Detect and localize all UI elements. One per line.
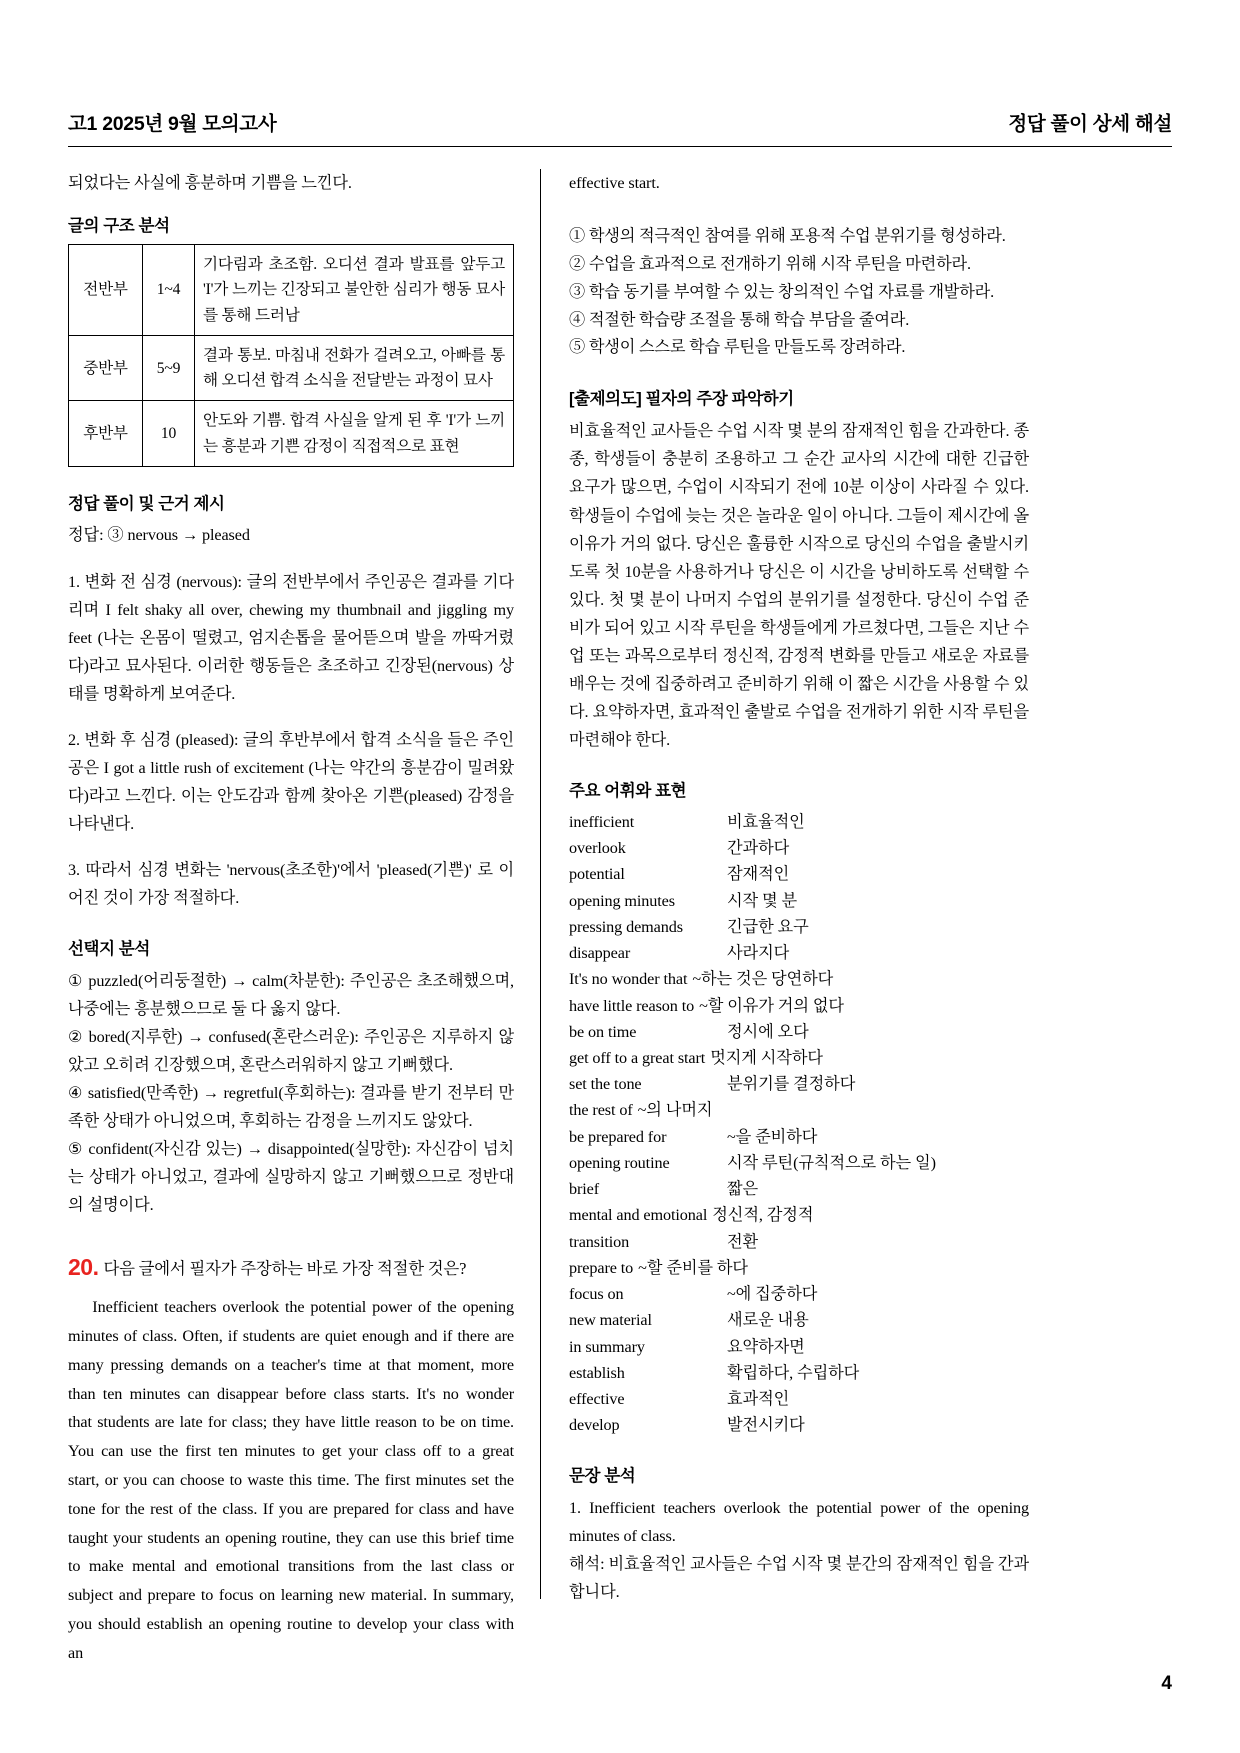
- vocab-item: [569, 861, 1029, 887]
- vocab-english: It's no wonder that: [569, 970, 688, 989]
- vocab-english: new material: [569, 1311, 652, 1330]
- structure-desc: 기다림과 초조함. 오디션 결과 발표를 앞두고 'I'가 느끼는 긴장되고 불안한 심리가 행동 묘사를 통해 드러남: [195, 245, 514, 336]
- vocab-english: in summary: [569, 1337, 645, 1356]
- vocab-item: [569, 1045, 1029, 1071]
- vocab-korean: 시작 몇 분: [727, 891, 798, 910]
- structure-part: 전반부: [69, 245, 143, 336]
- structure-desc: 결과 통보. 마침내 전화가 걸려오고, 아빠를 통해 오디션 합격 소식을 전달받는 과정이 묘사: [195, 335, 514, 401]
- header-exam-title: 고1 2025년 9월 모의고사: [68, 113, 277, 135]
- vocab-korean: 전환: [727, 1232, 759, 1251]
- vocab-item: [569, 888, 1029, 914]
- spacer: [569, 197, 1029, 223]
- vocab-korean: 요약하자면: [727, 1337, 805, 1356]
- spacer: [68, 708, 514, 726]
- table-row: [69, 335, 514, 401]
- vocab-english: have little reason to: [569, 996, 695, 1015]
- spacer: [68, 197, 514, 215]
- vocab-english: disappear: [569, 944, 631, 963]
- vocab-item: [569, 1412, 1029, 1438]
- vocab-item: [569, 1307, 1029, 1333]
- vocab-item: [569, 1176, 1029, 1202]
- right-column: [557, 169, 1029, 1606]
- vocab-english: opening minutes: [569, 891, 675, 910]
- vocab-korean: 멋지게 시작하다: [710, 1049, 823, 1067]
- vocab-list: [569, 809, 1029, 1439]
- vocab-english: prepare to: [569, 1258, 634, 1277]
- sentence-analysis-sentence: 1. Inefficient teachers overlook the potential power of the opening minutes of class.: [569, 1498, 1029, 1545]
- question-heading: [68, 1249, 514, 1286]
- explanation-point: 1. 변화 전 심경 (nervous): 글의 전반부에서 주인공은 결과를 기다리며 I felt shaky all over, chewing my thumbnail and jiggling my feet (나는 온몸이 떨렸고, 엄지손톱을 물어뜯으며 발을 까딱거렸다)라고 묘사된다. 이러한 행동들은 초조하고 긴장된(nervous) 상태를 명확하게 보여준다.: [68, 572, 514, 703]
- intent-section-body: 비효율적인 교사들은 수업 시작 몇 분의 잠재적인 힘을 간과한다. 종종, 학생들이 충분히 조용하고 그 순간 교사의 시간에 대한 긴급한 요구가 많으면, 수업이 시작되기 전에 10분 이상이 사라질 수 있다. 학생들이 수업에 늦는 것은 놀라운 일이 아니다. 그들이 제시간에 올 이유가 거의 없다. 당신은 훌륭한 시작으로 당신의 수업을 출발시키도록 첫 10분을 사용하거나 당신은 이 시간을 낭비하도록 선택할 수 있다. 첫 몇 분이 나머지 수업의 분위기를 설정한다. 당신이 수업 준비가 되어 있고 시작 루틴을 학생들에게 가르쳤다면, 그들은 지난 수업 또는 과목으로부터 정신적, 감정적 변화를 만들고 새로운 자료를 배우는 것에 집중하려고 준비하기 위해 이 짧은 시간을 사용할 수 있다. 요약하자면, 효과적인 출발로 수업을 전개하기 위한 시작 루틴을 마련해야 한다.: [569, 422, 1029, 749]
- sentence-analysis-translation: 해석: 비효율적인 교사들은 수업 시작 몇 분간의 잠재적인 힘을 간과합니다.: [569, 1554, 1029, 1601]
- explanation-point: 2. 변화 후 심경 (pleased): 글의 후반부에서 합격 소식을 들은 주인공은 I got a little rush of excitement (나는 약간의 흥분감이 밀려왔다)라고 느낀다. 이는 안도감과 함께 찾아온 기쁜(pleased) 감정을 나타낸다.: [68, 730, 514, 833]
- header-divider: [68, 146, 1172, 147]
- structure-desc: 안도와 기쁨. 합격 사실을 알게 된 후 'I'가 느끼는 흥분과 기쁜 감정이 직접적으로 표현: [195, 401, 514, 467]
- vocab-item: [569, 1202, 1029, 1228]
- structure-lines: 5~9: [143, 335, 195, 401]
- correct-answer-line: 정답: ③ nervous → pleased: [68, 525, 250, 544]
- vocab-korean: ~에 집중하다: [727, 1285, 818, 1304]
- vocab-english: inefficient: [569, 812, 635, 831]
- vocab-english: develop: [569, 1416, 620, 1435]
- vocab-item: [569, 1386, 1029, 1412]
- vocab-english: opening routine: [569, 1153, 670, 1172]
- intent-section-heading: [출제의도] 필자의 주장 파악하기: [569, 390, 794, 409]
- vocab-korean: ~을 준비하다: [727, 1127, 818, 1146]
- vocab-item: [569, 1071, 1029, 1097]
- vocab-item: [569, 914, 1029, 940]
- spacer: [68, 550, 514, 568]
- vocab-item: [569, 1124, 1029, 1150]
- question-prompt: 다음 글에서 필자가 주장하는 바로 가장 적절한 것은?: [103, 1259, 467, 1279]
- structure-section-heading: 글의 구조 분석: [68, 217, 170, 236]
- spacer: [569, 754, 1029, 780]
- structure-table: [68, 244, 514, 467]
- vocab-korean: 새로운 내용: [727, 1311, 809, 1330]
- vocab-korean: 확립하다, 수립하다: [727, 1363, 860, 1382]
- vocab-item: [569, 1150, 1029, 1176]
- answer-choice: ② 수업을 효과적으로 전개하기 위해 시작 루틴을 마련하라.: [569, 254, 971, 273]
- column-divider: [540, 169, 541, 1599]
- answer-choice: ④ 적절한 학습량 조절을 통해 학습 부담을 줄여라.: [569, 310, 910, 329]
- vocab-item: [569, 1334, 1029, 1360]
- vocab-korean: 비효율적인: [727, 812, 805, 831]
- answer-choice: ⑤ 학생이 스스로 학습 루틴을 만들도록 장려하라.: [569, 338, 906, 357]
- vocab-english: pressing demands: [569, 917, 683, 936]
- choice-analysis-item: ② bored(지루한) → confused(혼란스러운): 주인공은 지루하지 않았고 오히려 긴장했으며, 혼란스러워하지 않고 기뻐했다.: [68, 1028, 514, 1075]
- spacer: [68, 467, 514, 493]
- vocab-korean: 간과하다: [727, 839, 790, 858]
- vocab-english: overlook: [569, 839, 626, 858]
- vocab-english: the rest of: [569, 1101, 633, 1120]
- vocab-item: [569, 1229, 1029, 1255]
- vocab-item: [569, 1281, 1029, 1307]
- vocab-item: [569, 1255, 1029, 1281]
- vocab-english: be on time: [569, 1022, 637, 1041]
- table-row: [69, 245, 514, 336]
- answer-choice: ① 학생의 적극적인 참여를 위해 포용적 수업 분위기를 형성하라.: [569, 227, 1006, 246]
- vocab-korean: 짧은: [727, 1180, 759, 1199]
- spacer: [68, 838, 514, 856]
- page-number: 4: [1161, 1673, 1172, 1694]
- spacer: [569, 1439, 1029, 1465]
- sentence-analysis-heading: 문장 분석: [569, 1466, 636, 1485]
- vocab-item: [569, 1360, 1029, 1386]
- structure-part: 중반부: [69, 335, 143, 401]
- vocab-item: [569, 940, 1029, 966]
- choice-analysis-item: ① puzzled(어리둥절한) → calm(차분한): 주인공은 초조해했으며, 나중에는 흥분했으므로 둘 다 옳지 않다.: [68, 971, 514, 1018]
- vocab-section-heading: 주요 어휘와 표현: [569, 781, 687, 800]
- vocab-english: transition: [569, 1232, 630, 1251]
- vocab-english: focus on: [569, 1285, 624, 1304]
- vocab-item: [569, 1097, 1029, 1123]
- structure-lines: 10: [143, 401, 195, 467]
- page-header: [68, 108, 1172, 146]
- vocab-korean: 정신적, 감정적: [712, 1206, 814, 1225]
- choice-analysis-item: ⑤ confident(자신감 있는) → disappointed(실망한): 자신감이 넘치는 상태가 아니었고, 결과에 실망하지 않고 기뻐했으므로 정반대의 설명이다.: [68, 1140, 514, 1215]
- choice-analysis-heading: 선택지 분석: [68, 939, 150, 958]
- vocab-english: be prepared for: [569, 1127, 667, 1146]
- two-column-body: [68, 169, 1172, 1662]
- vocab-item: [569, 809, 1029, 835]
- vocab-korean: 긴급한 요구: [727, 917, 809, 936]
- vocab-korean: ~할 이유가 거의 없다: [699, 996, 844, 1015]
- vocab-english: mental and emotional: [569, 1206, 708, 1225]
- spacer: [569, 362, 1029, 388]
- vocab-english: effective: [569, 1390, 625, 1409]
- explanation-point: 3. 따라서 심경 변화는 'nervous(초조한)'에서 'pleased(기쁜)' 로 이어진 것이 가장 적절하다.: [68, 860, 514, 907]
- left-column: [68, 169, 540, 1668]
- spacer: [68, 912, 514, 938]
- vocab-english: get off to a great start: [569, 1049, 706, 1067]
- structure-lines: 1~4: [143, 245, 195, 336]
- explanation-section-heading: 정답 풀이 및 근거 제시: [68, 494, 225, 513]
- vocab-korean: ~할 준비를 하다: [638, 1258, 748, 1277]
- carryover-paragraph: 되었다는 사실에 흥분하며 기쁨을 느낀다.: [68, 174, 352, 192]
- structure-part: 후반부: [69, 401, 143, 467]
- vocab-item: [569, 993, 1029, 1019]
- vocab-english: potential: [569, 865, 625, 884]
- answer-choice: ③ 학습 동기를 부여할 수 있는 창의적인 수업 자료를 개발하라.: [569, 282, 994, 301]
- vocab-korean: 효과적인: [727, 1390, 790, 1409]
- vocab-korean: ~의 나머지: [637, 1101, 713, 1120]
- vocab-item: [569, 835, 1029, 861]
- vocab-korean: 잠재적인: [727, 865, 790, 884]
- vocab-korean: 발전시키다: [727, 1416, 805, 1435]
- vocab-korean: 정시에 오다: [727, 1022, 809, 1041]
- vocab-english: brief: [569, 1180, 600, 1199]
- vocab-english: establish: [569, 1363, 625, 1382]
- vocab-item: [569, 1019, 1029, 1045]
- vocab-item: [569, 966, 1029, 992]
- vocab-korean: ~하는 것은 당연하다: [692, 970, 834, 989]
- question-passage: Inefficient teachers overlook the potential power of the opening minutes of class. Often, if students are quiet enough and if there are many pressing demands on a teacher's time at that moment, more than ten minutes can disappear before class starts. It's no wonder that students are late for class; they have little reason to be on time. You can use the first ten minutes to get your class off to a great start, or you can choose to waste this time. The first minutes set the tone for the rest of the class. If you are prepared for class and have taught your students an opening routine, they can use this brief time to make mental and emotional transitions from the last class or subject and prepare to focus on learning new material. In summary, you should establish an opening routine to develop your class with an: [68, 1298, 514, 1662]
- vocab-korean: 분위기를 결정하다: [727, 1075, 856, 1094]
- table-row: [69, 401, 514, 467]
- question-number: 20.: [68, 1254, 99, 1281]
- vocab-korean: 시작 루틴(규칙적으로 하는 일): [727, 1153, 936, 1172]
- choice-analysis-item: ④ satisfied(만족한) → regretful(후회하는): 결과를 받기 전부터 만족한 상태가 아니었으며, 후회하는 감정을 느끼지도 않았다.: [68, 1084, 514, 1131]
- header-section-title: 정답 풀이 상세 해설: [1008, 113, 1172, 135]
- vocab-english: set the tone: [569, 1075, 642, 1094]
- spacer: [68, 1219, 514, 1245]
- vocab-korean: 사라지다: [727, 944, 790, 963]
- passage-continuation: effective start.: [569, 174, 660, 192]
